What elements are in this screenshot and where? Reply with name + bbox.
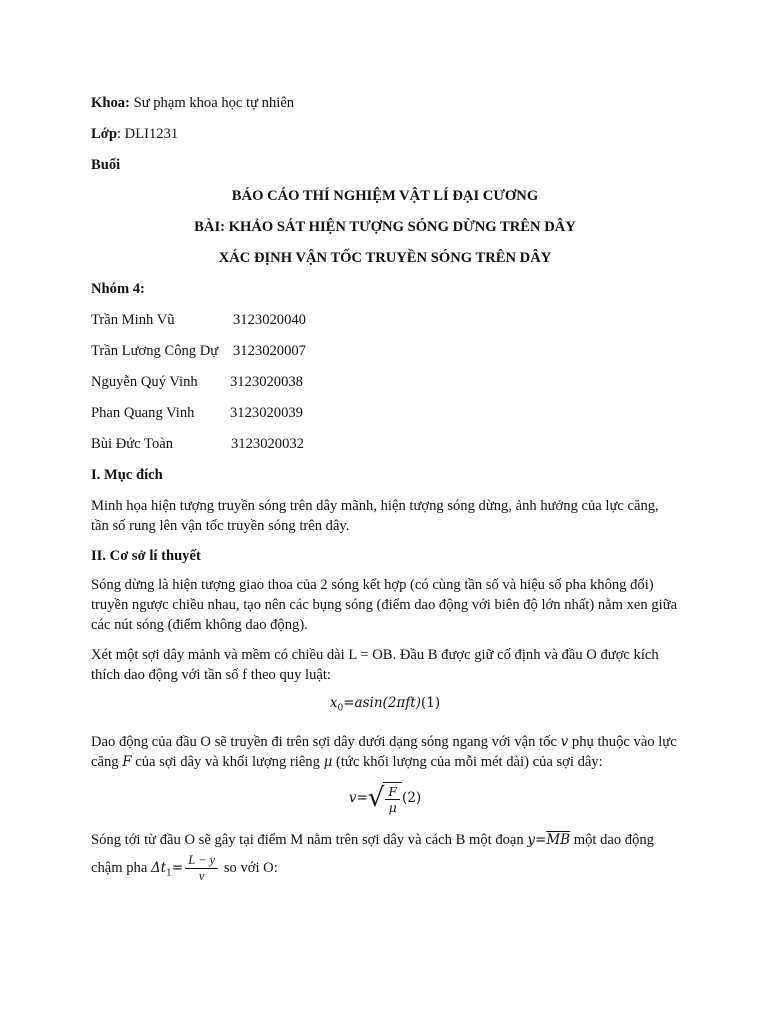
member-id: 3123020032 (231, 436, 304, 452)
member-id: 3123020038 (230, 374, 303, 390)
lesson-subtitle: XÁC ĐỊNH VẬN TỐC TRUYỀN SÓNG TRÊN DÂY (218, 250, 552, 266)
member-row (91, 403, 679, 434)
session-line: Buổi (91, 157, 121, 173)
faculty-line (91, 93, 679, 124)
lesson-title: BÀI: KHẢO SÁT HIỆN TƯỢNG SÓNG DỪNG TRÊN DÂY (194, 219, 576, 235)
section1-heading: I. Mục đích (91, 467, 163, 483)
member-row (91, 310, 679, 341)
document-page (91, 93, 679, 896)
class-value: DLI1231 (124, 126, 179, 142)
report-title: BÁO CÁO THÍ NGHIỆM VẬT LÍ ĐẠI CƯƠNG (231, 188, 539, 204)
section2-para1: Sóng dừng là hiện tượng giao thoa của 2 sóng kết hợp (có cùng tần số và hiệu số pha không đổi) truyền ngược chiều nhau, tạo nên các bụng sóng (điểm dao động với biên độ lớn nhất) nằm xen giữa các nút sóng (điểm không dao động). (91, 577, 678, 633)
member-name: Bùi Đức Toàn (91, 436, 174, 452)
member-row (91, 372, 679, 403)
section2-para3: Dao động của đầu O sẽ truyền đi trên sợi dây dưới dạng sóng ngang với vận tốc v phụ thuộc vào lực căng F của sợi dây và khối lượng riêng μ (tức khối lượng của mỗi mét dài) của sợi dây: (91, 733, 677, 770)
member-row (91, 434, 679, 465)
equation-1: $x_0=asin(2\pi ft)(1)$ (329, 695, 441, 714)
member-id: 3123020007 (233, 343, 306, 359)
member-id: 3123020040 (233, 312, 306, 328)
faculty-value: Sư phạm khoa học tự nhiên (133, 95, 295, 111)
section2-heading: II. Cơ sở lí thuyết (91, 548, 201, 564)
section1-text: Minh họa hiện tượng truyền sóng trên dây mãnh, hiện tượng sóng dừng, ảnh hưởng của lực căng, tần số rung lên vận tốc truyền sóng trên dây. (91, 498, 659, 534)
section2-para4: Sóng tới từ đầu O sẽ gây tại điểm M nằm trên sợi dây và cách B một đoạn $y=\overline{MB}$ một dao động chậm pha $\Delta t_1=$ $\frac{L - y}{v}$ so với O: (91, 831, 654, 883)
member-name: Trần Lương Công Dự (91, 343, 219, 359)
faculty-label: Khoa: (91, 95, 130, 111)
member-row (91, 341, 679, 372)
member-name: Trần Minh Vũ (91, 312, 175, 328)
member-name: Phan Quang Vinh (91, 405, 195, 421)
class-label: Lớp (91, 126, 117, 142)
section2-para2: Xét một sợi dây mảnh và mềm có chiều dài L = OB. Đầu B được giữ cố định và đầu O được kích thích dao động với tần số f theo quy luật: (91, 647, 659, 683)
equation-2: v= √ $\frac{F}{\mu}$ (2) (348, 783, 422, 815)
member-id: 3123020039 (230, 405, 303, 421)
class-line: Lớp: DLI1231 (91, 126, 179, 142)
group-label: Nhóm 4: (91, 281, 145, 297)
member-name: Nguyễn Quý Vinh (91, 374, 198, 390)
